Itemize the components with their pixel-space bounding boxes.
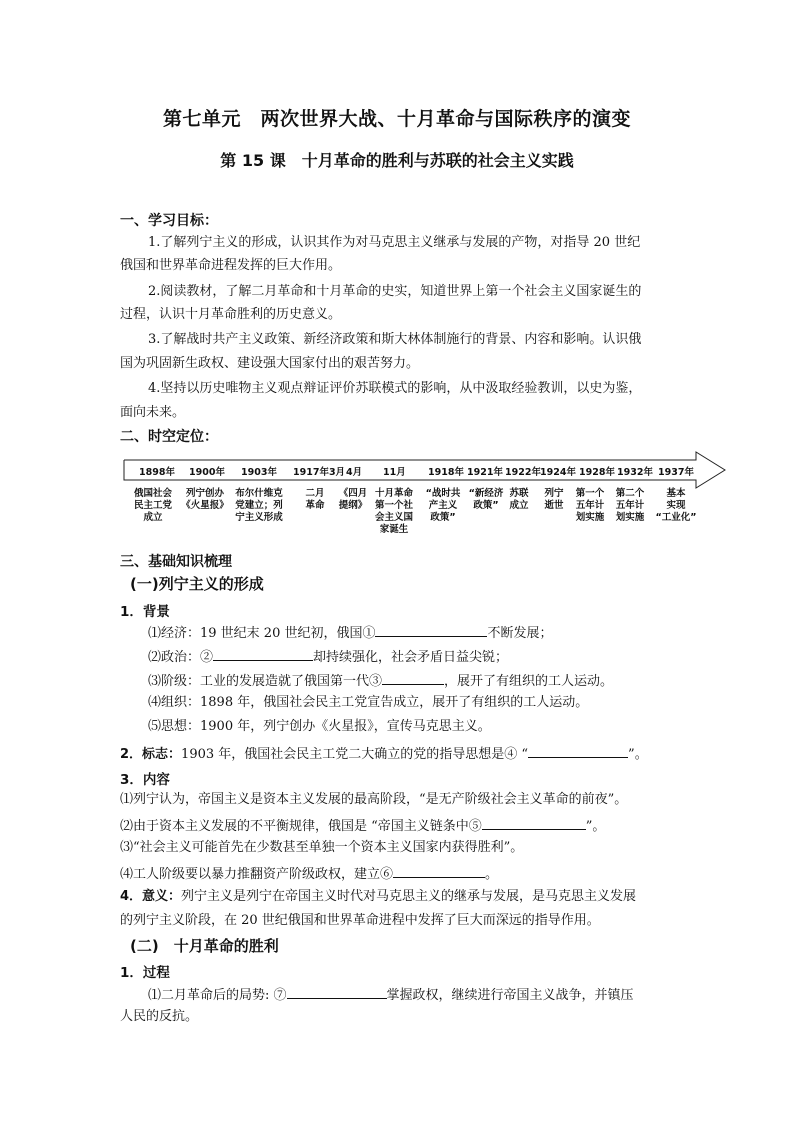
fill-blank-2[interactable]: [213, 647, 313, 661]
subsection-leninism: (一)列宁主义的形成: [130, 575, 264, 593]
timeline-event: “新经济 政策”: [468, 488, 504, 511]
bg-line-organization: ⑷组织：1898 年，俄国社会民主工党宣告成立，展开了有组织的工人运动。: [148, 695, 589, 710]
timeline-year: 1928年: [579, 467, 615, 478]
timeline-year: 1932年: [617, 467, 653, 478]
bg-line-economy: ⑴经济：19 世纪末 20 世纪初，俄国① 不断发展；: [148, 623, 553, 642]
timeline-event: 第一个 五年计 划实施: [575, 488, 605, 523]
label-process: 1．过程: [120, 965, 170, 981]
timeline-year: 1918年: [428, 467, 464, 478]
goal-line: 2.阅读教材，了解二月革命和十月革命的史实，知道世界上第一个社会主义国家诞生的: [148, 284, 642, 299]
timeline-year: 1921年: [467, 467, 503, 478]
timeline-year: 11月: [383, 467, 406, 478]
timeline-year: 1924年: [540, 467, 576, 478]
timeline-year: 1922年: [505, 467, 541, 478]
timeline-year: 1900年: [189, 467, 225, 478]
timeline-event: 十月革命 第一个社 会主义国 家诞生: [374, 488, 413, 535]
unit-title: 第七单元 两次世界大战、十月革命与国际秩序的演变: [162, 108, 631, 130]
content-line: ⑶“社会主义可能首先在少数甚至单独一个资本主义国家内获得胜利”。: [120, 840, 524, 855]
lesson-title: 第 15 课 十月革命的胜利与苏联的社会主义实践: [220, 151, 574, 170]
timeline-event: 第二个 五年计 划实施: [615, 488, 645, 523]
section-heading-knowledge: 三、基础知识梳理: [120, 554, 232, 570]
timeline-event: 《四月 提纲》: [338, 488, 368, 511]
timeline-event: 二月 革命: [305, 488, 325, 511]
timeline-year: 1903年: [241, 467, 277, 478]
content-line: ⑷工人阶级要以暴力推翻资产阶级政权，建立⑥ 。: [120, 864, 498, 883]
fill-blank-1[interactable]: [375, 623, 487, 637]
timeline-year: 1917年3月: [293, 467, 346, 478]
timeline-year: 4月: [346, 467, 363, 478]
timeline-event: 苏联 成立: [509, 488, 529, 511]
goal-line: 国为巩固新生政权、建设强大国家付出的艰苦努力。: [120, 356, 420, 371]
fill-blank-7[interactable]: [287, 985, 387, 999]
label-content: 3．内容: [120, 772, 170, 788]
goal-line: 俄国和世界革命进程发挥的巨大作用。: [120, 258, 342, 273]
bg-line-thought: ⑸思想：1900 年，列宁创办《火星报》，宣传马克思主义。: [148, 719, 491, 734]
goal-line: 过程，认识十月革命胜利的历史意义。: [120, 307, 342, 322]
section-heading-timeline: 二、时空定位：: [120, 429, 218, 445]
fill-blank-4[interactable]: [528, 744, 628, 758]
fill-blank-6[interactable]: [393, 864, 485, 878]
goal-line: 1.了解列宁主义的形成，认识其作为对马克思主义继承与发展的产物，对指导 20 世纪: [148, 235, 641, 250]
timeline-event: 俄国社会 民主工党 成立: [133, 488, 172, 523]
process-line: ⑴二月革命后的局势: ⑦ 掌握政权，继续进行帝国主义战争，并镇压: [148, 985, 634, 1004]
fill-blank-5[interactable]: [482, 816, 586, 830]
sign-line: 2．标志：1903 年，俄国社会民主工党二大确立的党的指导思想是④ “ ”。: [120, 744, 648, 763]
timeline-year: 1937年: [658, 467, 694, 478]
process-line: 人民的反抗。: [120, 1009, 199, 1024]
goal-line: 面向未来。: [120, 405, 186, 420]
bg-line-class: ⑶阶级：工业的发展造就了俄国第一代③ ，展开了有组织的工人运动。: [148, 671, 613, 690]
timeline-event: 列宁创办 《火星报》: [181, 488, 229, 511]
meaning-line: 的列宁主义阶段，在 20 世纪俄国和世界革命进程中发挥了巨大而深远的指导作用。: [120, 913, 600, 928]
section-heading-goals: 一、学习目标：: [120, 213, 218, 229]
timeline-event: 基本 实现 “工业化”: [655, 488, 697, 523]
goal-line: 4.坚持以历史唯物主义观点辩证评价苏联模式的影响，从中汲取经验教训，以史为鉴，: [148, 381, 642, 396]
timeline-event: 列宁 逝世: [544, 488, 564, 511]
goal-line: 3.了解战时共产主义政策、新经济政策和斯大林体制施行的背景、内容和影响。认识俄: [148, 332, 642, 347]
meaning-line: 4．意义：列宁主义是列宁在帝国主义时代对马克思主义的继承与发展，是马克思主义发展: [120, 889, 637, 904]
label-background: 1．背景: [120, 604, 170, 620]
timeline-event: “战时共 产主义 政策”: [425, 488, 461, 523]
content-line: ⑵由于资本主义发展的不平衡规律，俄国是 “帝国主义链条中⑤ ”。: [120, 816, 605, 835]
fill-blank-3[interactable]: [382, 671, 444, 685]
timeline-year: 1898年: [139, 467, 175, 478]
content-line: ⑴列宁认为，帝国主义是资本主义发展的最高阶段，“是无产阶级社会主义革命的前夜”。: [120, 792, 628, 807]
subsection-october: (二) 十月革命的胜利: [130, 937, 279, 955]
timeline-event: 布尔什维克 党建立；列 宁主义形成: [235, 488, 283, 523]
bg-line-politics: ⑵政治：② 却持续强化，社会矛盾日益尖锐；: [148, 647, 508, 666]
